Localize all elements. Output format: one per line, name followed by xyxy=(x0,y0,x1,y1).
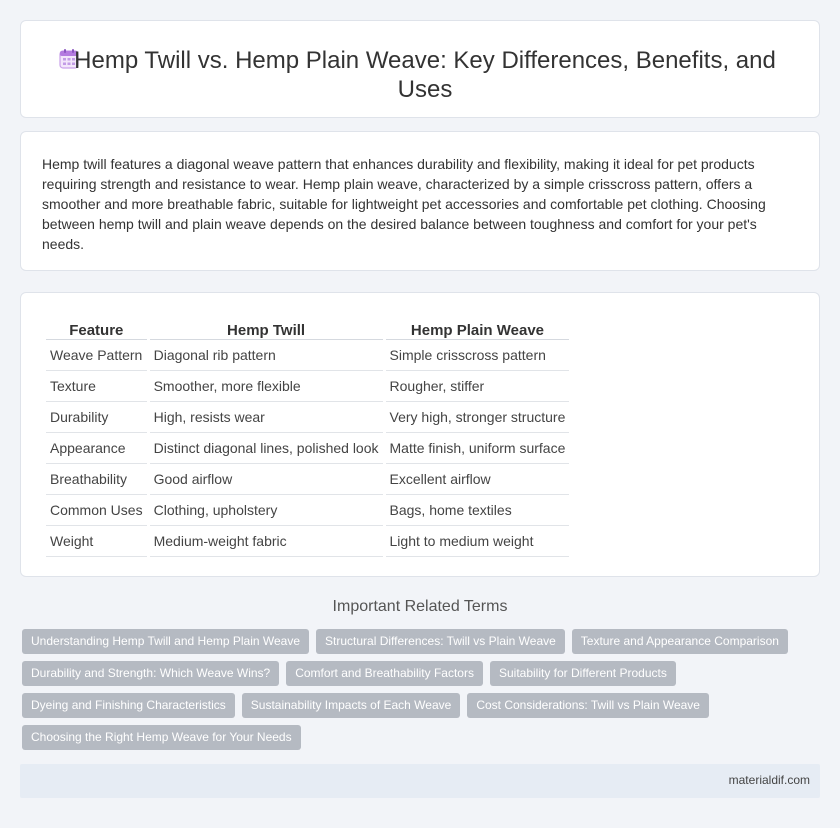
column-header: Hemp Twill xyxy=(150,314,383,340)
table-cell: Durability xyxy=(46,402,147,433)
comparison-table xyxy=(43,314,572,557)
related-terms-list xyxy=(22,629,812,757)
table-cell: Clothing, upholstery xyxy=(150,495,383,526)
table-cell: Good airflow xyxy=(150,464,383,495)
table-cell: Smoother, more flexible xyxy=(150,371,383,402)
intro-paragraph: Hemp twill features a diagonal weave pattern that enhances durability and flexibility, making it ideal for pet products requiring strength and resistance to wear. Hemp plain weave, characterized by a simple crisscross pattern, offers a smoother and more breathable fabric, suitable for lightweight pet accessories and comfortable pet clothing. Choosing between hemp twill and plain weave depends on the desired balance between toughness and comfort for your pet's needs. xyxy=(42,156,766,252)
related-term-tag[interactable]: Dyeing and Finishing Characteristics xyxy=(22,693,235,718)
table-header-row xyxy=(46,314,569,340)
related-term-tag[interactable]: Understanding Hemp Twill and Hemp Plain Weave xyxy=(22,629,309,654)
table-cell: Rougher, stiffer xyxy=(386,371,570,402)
intro-card xyxy=(20,131,820,271)
related-term-tag[interactable]: Cost Considerations: Twill vs Plain Weave xyxy=(467,693,709,718)
table-cell: Very high, stronger structure xyxy=(386,402,570,433)
table-cell: Weave Pattern xyxy=(46,340,147,371)
related-term-tag[interactable]: Durability and Strength: Which Weave Wins? xyxy=(22,661,279,686)
header-card xyxy=(20,20,820,118)
table-cell: Bags, home textiles xyxy=(386,495,570,526)
table-row xyxy=(46,526,569,557)
column-header: Feature xyxy=(46,314,147,340)
table-row xyxy=(46,464,569,495)
table-row xyxy=(46,371,569,402)
table-cell: Distinct diagonal lines, polished look xyxy=(150,433,383,464)
related-terms-heading: Important Related Terms xyxy=(332,598,508,615)
table-row xyxy=(46,433,569,464)
footer-site-link[interactable]: materialdif.com xyxy=(728,773,810,787)
related-term-tag[interactable]: Texture and Appearance Comparison xyxy=(572,629,788,654)
related-term-tag[interactable]: Comfort and Breathability Factors xyxy=(286,661,483,686)
table-cell: Medium-weight fabric xyxy=(150,526,383,557)
related-term-tag[interactable]: Sustainability Impacts of Each Weave xyxy=(242,693,461,718)
table-cell: Weight xyxy=(46,526,147,557)
table-cell: High, resists wear xyxy=(150,402,383,433)
related-term-tag[interactable]: Choosing the Right Hemp Weave for Your Needs xyxy=(22,725,301,750)
table-cell: Common Uses xyxy=(46,495,147,526)
table-row xyxy=(46,340,569,371)
table-cell: Matte finish, uniform surface xyxy=(386,433,570,464)
table-cell: Appearance xyxy=(46,433,147,464)
page-title: Hemp Twill vs. Hemp Plain Weave: Key Differences, Benefits, and Uses xyxy=(74,47,776,103)
footer xyxy=(20,764,820,798)
column-header: Hemp Plain Weave xyxy=(386,314,570,340)
table-cell: Breathability xyxy=(46,464,147,495)
related-term-tag[interactable]: Suitability for Different Products xyxy=(490,661,676,686)
table-cell: Texture xyxy=(46,371,147,402)
table-cell: Diagonal rib pattern xyxy=(150,340,383,371)
table-row xyxy=(46,495,569,526)
table-cell: Excellent airflow xyxy=(386,464,570,495)
table-cell: Light to medium weight xyxy=(386,526,570,557)
table-row xyxy=(46,402,569,433)
related-term-tag[interactable]: Structural Differences: Twill vs Plain Weave xyxy=(316,629,565,654)
table-cell: Simple crisscross pattern xyxy=(386,340,570,371)
comparison-card xyxy=(20,292,820,577)
